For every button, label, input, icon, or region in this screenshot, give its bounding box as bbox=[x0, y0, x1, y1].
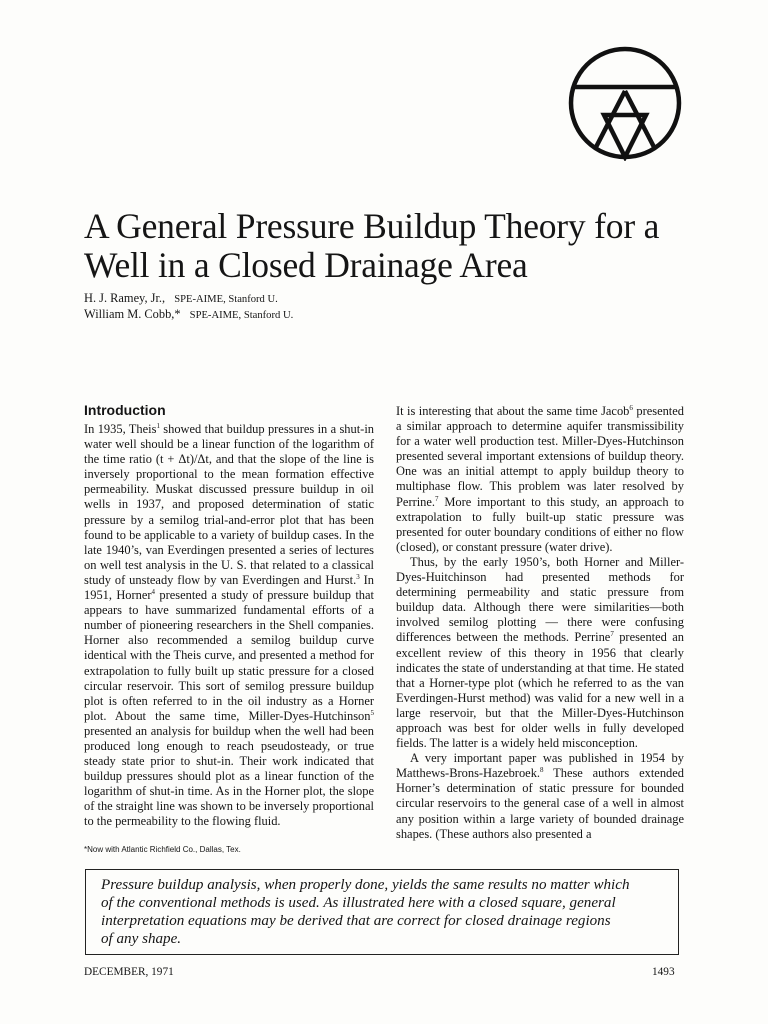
text-run: presented a study of pressure buildup that appears to have summarized fundamental efforts of a number of pioneering researchers in the Shell companies. Horner also recommended a semilog buildup curve identical with the Theis curve, and presented a method for extrapolation to fully built up static pressure for a closed circular reservoir. This sort of semilog pressure buildup plot is often referred to in the oil industry as a Horner plot. About the same time, Miller-Dyes-Hutchinson bbox=[84, 588, 374, 723]
text-run: presented a similar approach to determine aquifer transmissibility for a water well production test. Miller-Dyes-Hutchinson presented several important extensions of buildup theory. One was an initial attempt to apply buildup theory to multiphase flow. This problem was later resolved by Perrine. bbox=[396, 404, 685, 509]
abstract-line: Pressure buildup analysis, when properly done, yields the same results no matter which bbox=[101, 877, 630, 893]
text-run: Thus, by the early 1950’s, both Horner and Miller-Dyes-Huitchinson had presented methods for determining permeability and static pressure from buildup data. Although there were similarities—both involved semilog plotting — there were confusing differences between the methods. Perrine bbox=[396, 554, 684, 645]
text-run: presented an analysis for buildup when the well had been produced long enough to reach pseudosteady, or true steady state prior to shut-in. Their work indicated that buildup pressures should plot as a linear function of the logarithm of shut-in time. As in the Horner plot, the slope of the straight line was shown to be inversely proportional to the permeability to the flowing fluid. bbox=[84, 723, 374, 829]
right-column bbox=[396, 404, 684, 842]
body-paragraph bbox=[396, 555, 684, 751]
spe-triangle-emblem-icon bbox=[567, 45, 683, 161]
text-run: In 1951, Horner bbox=[84, 572, 374, 603]
text-run: More important to this study, an approach to extrapolation to fully built-up static pressure was presented for outer boundary conditions of either no flow (closed), or constant pressure (water drive). bbox=[396, 494, 684, 554]
introduction-heading: Introduction bbox=[84, 402, 166, 418]
reference-marker: 7 bbox=[435, 494, 439, 503]
author-name: H. J. Ramey, Jr., bbox=[84, 291, 166, 305]
author-cobb bbox=[84, 307, 293, 323]
reference-marker: 8 bbox=[540, 766, 544, 775]
page-number: 1493 bbox=[652, 966, 675, 978]
abstract-line: interpretation equations may be derived that are correct for closed drainage regions bbox=[101, 913, 611, 930]
reference-marker: 5 bbox=[370, 708, 374, 717]
abstract-line: of any shape. bbox=[101, 931, 182, 948]
abstract-line: of the conventional methods is used. As illustrated here with a closed square, general bbox=[101, 895, 616, 912]
author-list bbox=[84, 291, 293, 323]
reference-marker: 7 bbox=[610, 630, 614, 639]
author-ramey bbox=[84, 291, 293, 307]
title-line-1: A General Pressure Buildup Theory for a bbox=[84, 206, 660, 246]
intro-paragraph bbox=[84, 422, 374, 830]
author-name: William M. Cobb,* bbox=[84, 307, 181, 321]
text-run: These authors extended Horner’s determination of static pressure for bounded circular reservoirs to the general case of a well in almost any position within a large variety of bounded drainage shapes. (These authors also presented a bbox=[396, 766, 684, 841]
text-run: presented an excellent review of this theory in 1956 that clearly indicates the state of understanding at that time. He stated that a Horner-type plot (which he referred to as the van Everdingen-Hurst method) was valid for a new well in a large reservoir, but that the Miller-Dyes-Hutchinson approach was best for older wells in fully developed fields. The latter is a widely held misconception. bbox=[396, 630, 684, 751]
text-run: showed that buildup pressures in a shut-in water well should be a linear function of the logarithm of the time ratio (t + Δt)/Δt, and that the slope of the line is inversely proportional to the mean formation effective permeability. Muskat discussed pressure buildup in oil wells in 1937, and proposed determination of static pressure by a semilog trial-and-error plot that has been found to be applicable to a variety of buildup cases. In the late 1940’s, van Everdingen presented a series of lectures on well test analysis in the U. S. that related to a classical study of unsteady flow by van Everdingen and Hurst. bbox=[84, 422, 374, 587]
reference-marker: 3 bbox=[356, 572, 360, 581]
body-paragraph bbox=[396, 751, 684, 842]
author-affiliation: SPE-AIME, Stanford U. bbox=[174, 294, 278, 305]
reference-marker: 1 bbox=[156, 421, 160, 430]
text-run: A very important paper was published in 1954 by Matthews-Brons-Hazebroek. bbox=[396, 751, 684, 781]
abstract-text bbox=[101, 876, 681, 948]
reference-marker: 4 bbox=[151, 587, 156, 596]
text-run: It is interesting that about the same time Jacob bbox=[396, 404, 630, 418]
title-line-2: Well in a Closed Drainage Area bbox=[84, 245, 528, 285]
reference-marker: 6 bbox=[629, 403, 633, 412]
text-run: In 1935, Theis bbox=[84, 422, 157, 436]
left-column bbox=[84, 402, 374, 830]
paper-title bbox=[84, 207, 684, 285]
author-footnote: *Now with Atlantic Richfield Co., Dallas, Tex. bbox=[84, 845, 241, 854]
author-affiliation: SPE-AIME, Stanford U. bbox=[189, 310, 294, 321]
body-paragraph bbox=[396, 404, 684, 555]
issue-date: DECEMBER, 1971 bbox=[84, 966, 174, 978]
